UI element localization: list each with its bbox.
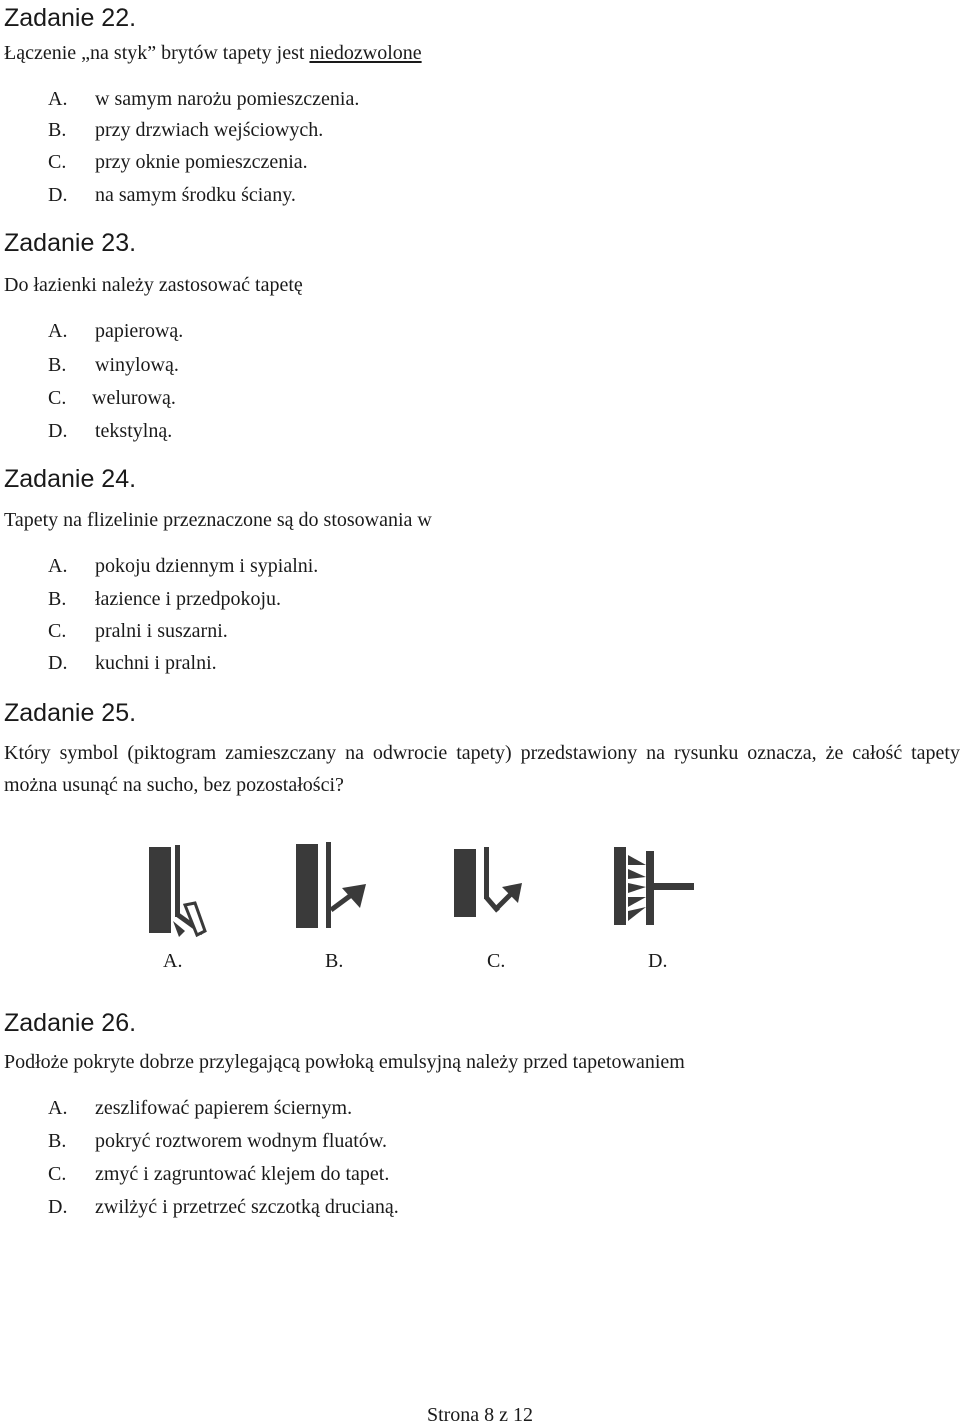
- task-23-option-d-letter: D.: [48, 420, 68, 442]
- task-24-option-b-letter: B.: [48, 588, 67, 610]
- task-23-option-c-letter: C.: [48, 387, 67, 409]
- task-22-question-emphasis: niedozwolone: [309, 42, 422, 64]
- task-22-option-b-letter: B.: [48, 119, 67, 141]
- pictogram-label-b: B.: [325, 950, 344, 972]
- task-26-title: Zadanie 26.: [4, 1009, 137, 1037]
- task-23-option-c-text: welurową.: [92, 387, 176, 409]
- task-22-option-c-letter: C.: [48, 151, 67, 173]
- task-23-option-a-text: papierową.: [95, 320, 184, 342]
- task-22-question-text: Łączenie „na styk” brytów tapety jest: [4, 42, 310, 64]
- task-24-title: Zadanie 24.: [4, 465, 137, 493]
- task-24-option-d-letter: D.: [48, 652, 68, 674]
- task-24-option-a-letter: A.: [48, 555, 68, 577]
- task-26-question: Podłoże pokryte dobrze przylegającą powłoką emulsyjną należy przed tapetowaniem: [4, 1051, 685, 1073]
- task-26-option-a-text: zeszlifować papierem ściernym.: [95, 1097, 353, 1119]
- task-24-option-a-text: pokoju dziennym i sypialni.: [95, 555, 319, 577]
- wallpaper-brush-off-icon: [610, 843, 700, 929]
- task-22-option-d-letter: D.: [48, 184, 68, 206]
- task-23-title: Zadanie 23.: [4, 229, 137, 257]
- task-24-option-d-text: kuchni i pralni.: [95, 652, 217, 674]
- task-26-option-d-letter: D.: [48, 1196, 68, 1218]
- task-22-option-a-text: w samym narożu pomieszczenia.: [95, 88, 360, 110]
- wallpaper-peel-partial-icon: [450, 845, 530, 925]
- page-number: Strona 8 z 12: [426, 1404, 534, 1426]
- task-25-question: Który symbol (piktogram zamieszczany na odwrocie tapety) przedstawiony na rysunku oznacza, że całość tapety można usunąć na sucho, bez pozostałości?: [4, 742, 960, 796]
- wallpaper-peel-with-tool-icon: [145, 843, 215, 939]
- task-23-option-d-text: tekstylną.: [95, 420, 173, 442]
- task-22-option-b-text: przy drzwiach wejściowych.: [95, 119, 324, 141]
- task-26-option-a-letter: A.: [48, 1097, 68, 1119]
- task-26-option-d-text: zwilżyć i przetrzeć szczotką drucianą.: [95, 1196, 399, 1218]
- task-26-option-b-letter: B.: [48, 1130, 67, 1152]
- task-24-option-c-text: pralni i suszarni.: [95, 620, 228, 642]
- task-22-option-a-letter: A.: [48, 88, 68, 110]
- task-22-option-c-text: przy oknie pomieszczenia.: [95, 151, 308, 173]
- task-23-question: Do łazienki należy zastosować tapetę: [4, 274, 303, 296]
- pictogram-label-a: A.: [163, 950, 183, 972]
- task-24-option-c-letter: C.: [48, 620, 67, 642]
- pictogram-label-c: C.: [487, 950, 506, 972]
- task-23-option-b-letter: B.: [48, 354, 67, 376]
- task-23-option-b-text: winylową.: [95, 354, 179, 376]
- task-24-option-b-text: łazience i przedpokoju.: [95, 588, 282, 610]
- task-22-option-d-text: na samym środku ściany.: [95, 184, 296, 206]
- task-26-option-c-letter: C.: [48, 1163, 67, 1185]
- task-26-option-b-text: pokryć roztworem wodnym fluatów.: [95, 1130, 387, 1152]
- task-24-question: Tapety na flizelinie przeznaczone są do stosowania w: [4, 509, 432, 531]
- task-26-option-c-text: zmyć i zagruntować klejem do tapet.: [95, 1163, 390, 1185]
- task-23-option-a-letter: A.: [48, 320, 68, 342]
- wallpaper-peel-dry-icon: [292, 840, 372, 932]
- task-22-title: Zadanie 22.: [4, 4, 137, 32]
- pictogram-label-d: D.: [648, 950, 668, 972]
- task-25-title: Zadanie 25.: [4, 699, 137, 727]
- task-22-question: [4, 42, 422, 65]
